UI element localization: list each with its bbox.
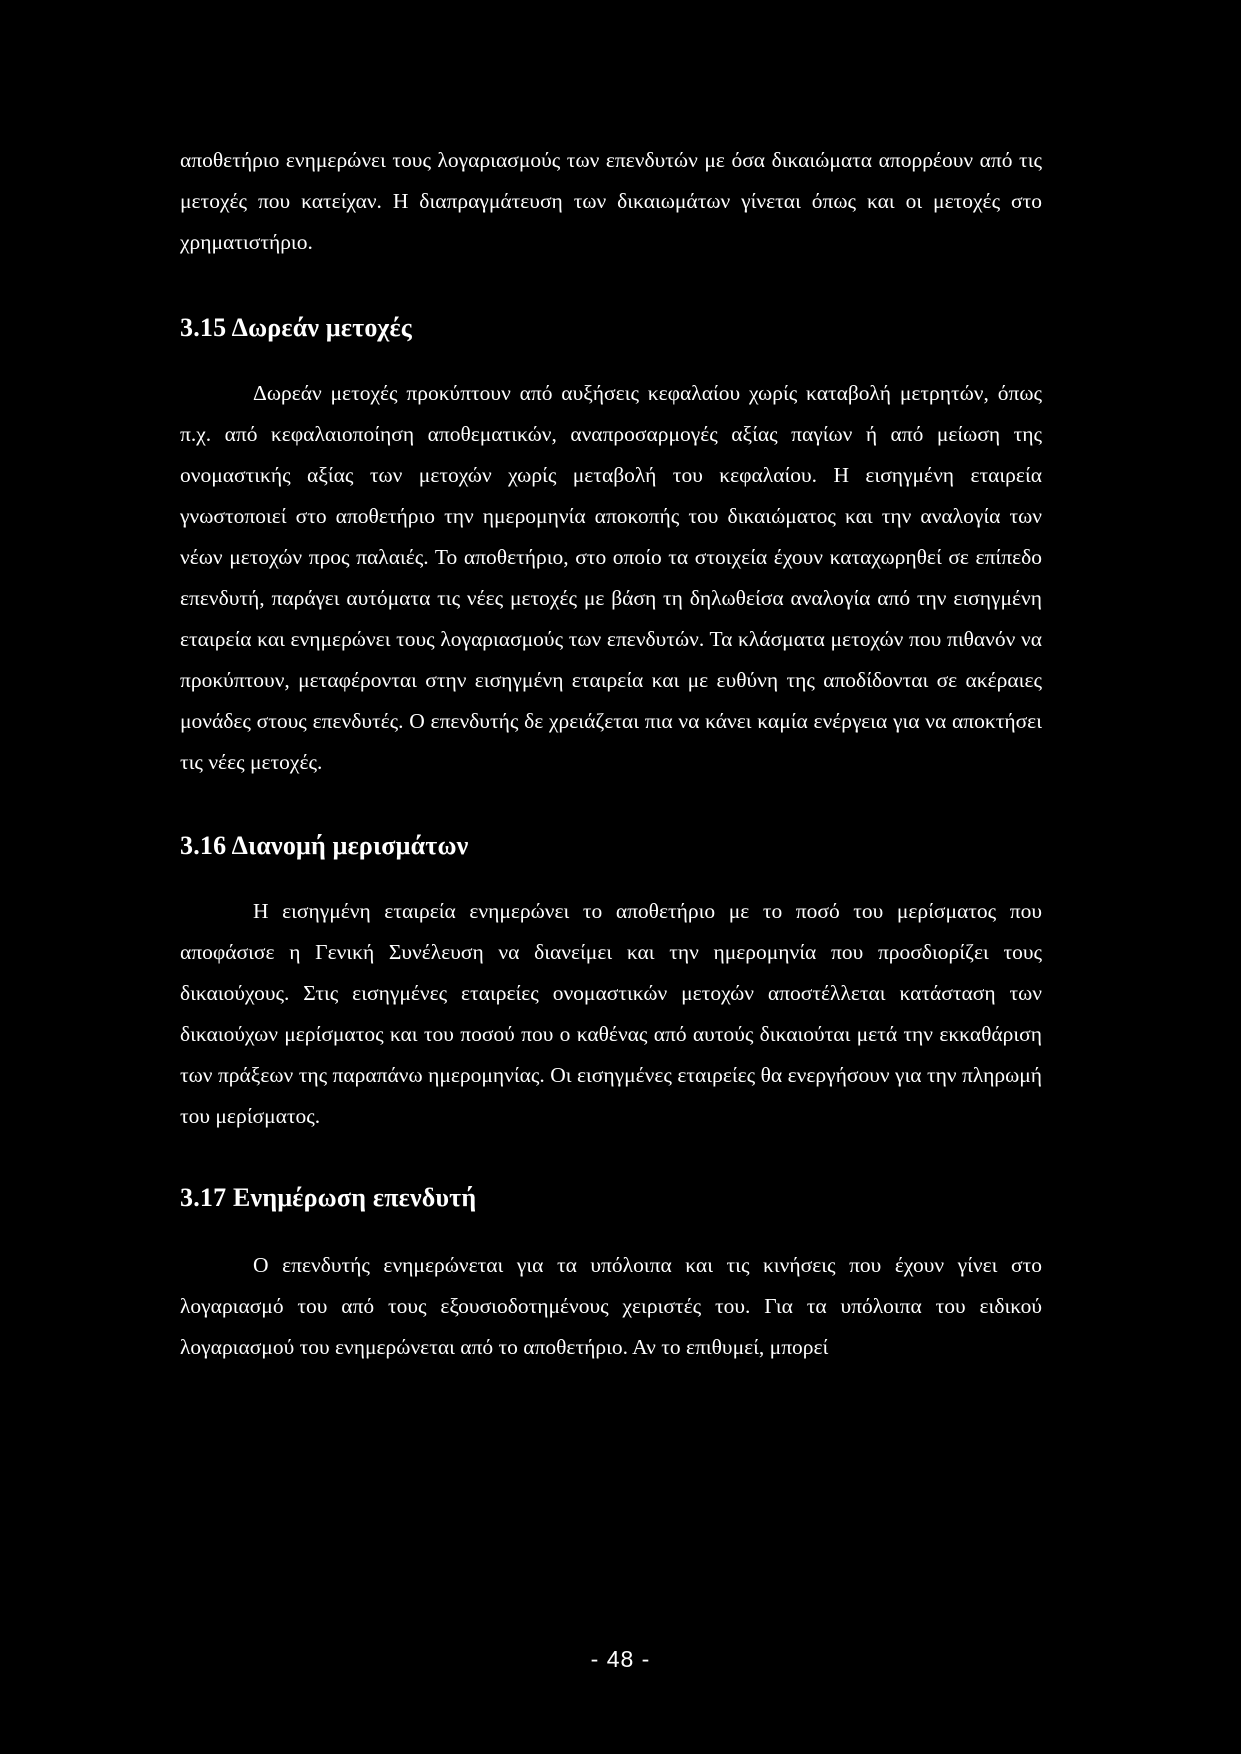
section-heading-free-shares: 3.15 Δωρεάν μετοχές [180, 313, 412, 342]
page-number: - 48 - [590, 1646, 651, 1672]
intro-paragraph: αποθετήριο ενημερώνει τους λογαριασμούς των επενδυτών με όσα δικαιώματα απορρέουν από τις μετοχές που κατείχαν. Η διαπραγμάτευση των δικαιωμάτων γίνεται όπως και οι μετοχές στο χρηματιστήριο. [180, 148, 1042, 254]
section-heading-dividends: 3.16 Διανομή μερισμάτων [180, 831, 469, 860]
section-body-free-shares: Δωρεάν μετοχές προκύπτουν από αυξήσεις κεφαλαίου χωρίς καταβολή μετρητών, όπως π.χ. από κεφαλαιοποίηση αποθεματικών, αναπροσαρμογές αξίας παγίων ή από μείωση της ονομαστικής αξίας των μετοχών χωρίς μεταβολή του κεφαλαίου. Η εισηγμένη εταιρεία γνωστοποιεί στο αποθετήριο την ημερομηνία αποκοπής του δικαιώματος και την αναλογία των νέων μετοχών προς παλαιές. Το αποθετήριο, στο οποίο τα στοιχεία έχουν καταχωρηθεί σε επίπεδο επενδυτή, παράγει αυτόματα τις νέες μετοχές με βάση τη δηλωθείσα αναλογία από την εισηγμένη εταιρεία και ενημερώνει τους λογαριασμούς των επενδυτών. Τα κλάσματα μετοχών που πιθανόν να προκύπτουν, μεταφέρονται στην εισηγμένη εταιρεία και με ευθύνη της αποδίδονται σε ακέραιες μονάδες στους επενδυτές. Ο επενδυτής δε χρειάζεται πια να κάνει καμία ενέργεια για να αποκτήσει τις νέες μετοχές. [180, 381, 1042, 774]
section-body-investor-update: Ο επενδυτής ενημερώνεται για τα υπόλοιπα και τις κινήσεις που έχουν γίνει στο λογαριασμό του από τους εξουσιοδοτημένους χειριστές του. Για τα υπόλοιπα του ειδικού λογαριασμού του ενημερώνεται από το αποθετήριο. Αν το επιθυμεί, μπορεί [180, 1253, 1042, 1359]
section-heading-investor-update: 3.17 Ενημέρωση επενδυτή [180, 1183, 477, 1212]
section-body-dividends: Η εισηγμένη εταιρεία ενημερώνει το αποθετήριο με το ποσό του μερίσματος που αποφάσισε η Γενική Συνέλευση να διανείμει και την ημερομηνία που προσδιορίζει τους δικαιούχους. Στις εισηγμένες εταιρείες ονομαστικών μετοχών αποστέλλεται κατάσταση των δικαιούχων μερίσματος και του ποσού που ο καθένας από αυτούς δικαιούται μετά την εκκαθάριση των πράξεων της παραπάνω ημερομηνίας. Οι εισηγμένες εταιρείες θα ενεργήσουν για την πληρωμή του μερίσματος. [180, 899, 1042, 1128]
document-page [180, 140, 1042, 1368]
